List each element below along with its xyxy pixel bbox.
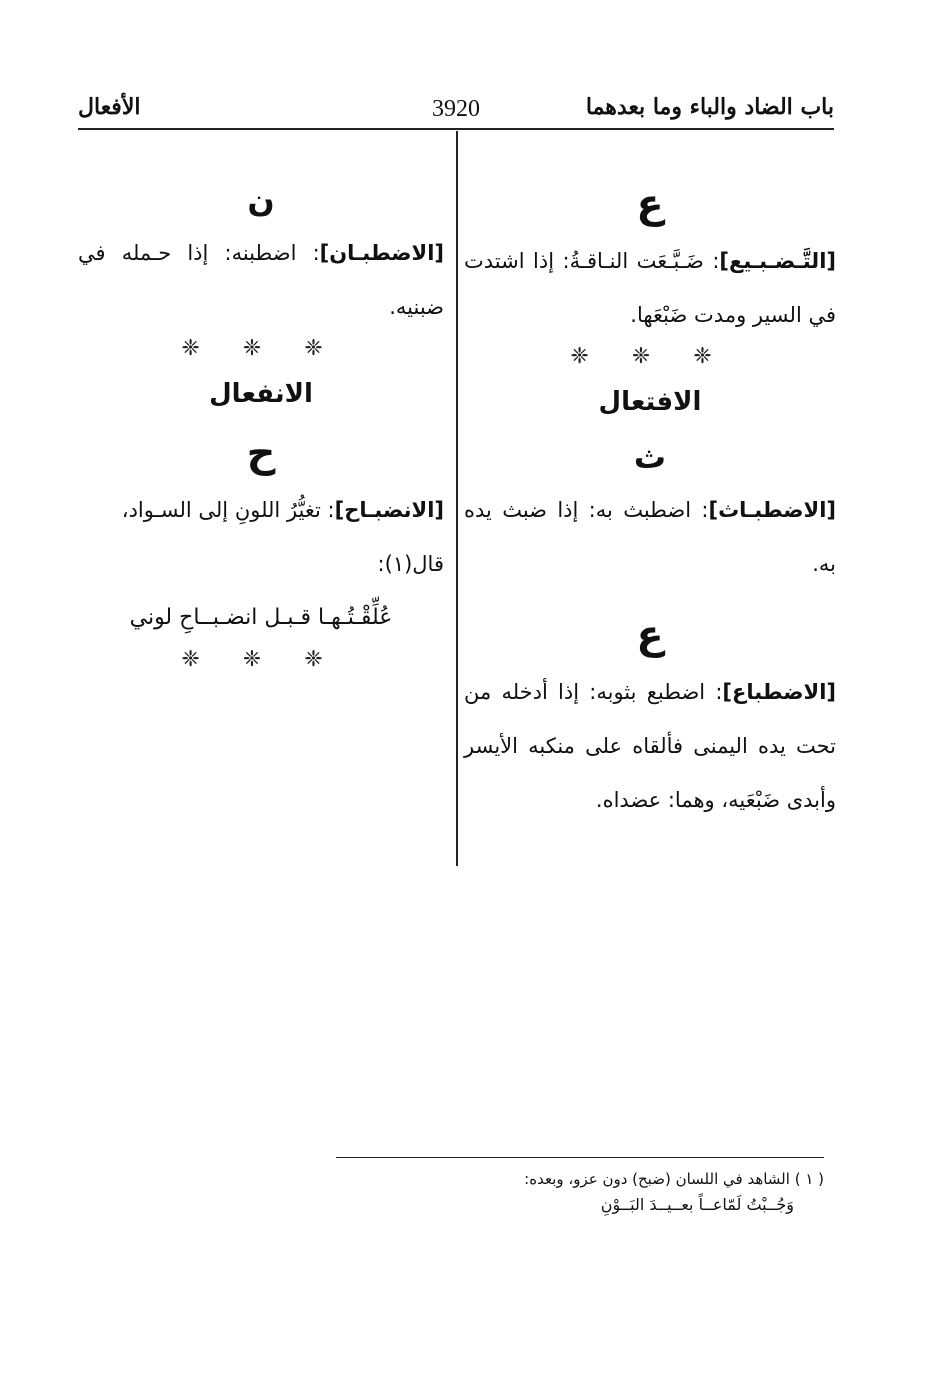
column-divider (456, 131, 458, 866)
root-letter: ن (247, 181, 275, 219)
entry-headword: [الانضبـاح] (334, 498, 444, 522)
entry-headword: [الاضطبـاث] (708, 498, 836, 522)
dictionary-entry (464, 665, 836, 827)
quote-intro: قال(١): (377, 552, 444, 576)
header-rule (78, 128, 834, 130)
root-letter: ث (633, 438, 667, 476)
entry-text: : اضطبث به: إذا ضبث يده به. (464, 498, 836, 576)
root-letter: ح (246, 430, 276, 476)
footnote-verse: وَجُــبْتُ لَمّاعــاً بعــيــدَ البَــوْنِ (600, 1195, 794, 1214)
section-separator: ❈ ❈ ❈ (181, 336, 341, 361)
root-letter: ع (636, 181, 664, 227)
chapter-title: باب الضاد والباء وما بعدهما (585, 94, 834, 120)
poetry-verse: عُلِّقْـتُـهـا قـبـل انضـبــاحِ لوني (129, 605, 393, 630)
right-column (464, 160, 836, 827)
section-heading: الانفعال (209, 379, 313, 409)
section-separator: ❈ ❈ ❈ (570, 344, 730, 369)
footnote (270, 1166, 824, 1218)
page-number: 3920 (432, 96, 480, 122)
entry-text: : تغيُّرُ اللونِ إلى السـواد، (121, 498, 335, 522)
entry-headword: [الاضطباع] (722, 680, 836, 704)
section-heading: الافتعال (598, 387, 702, 417)
entry-headword: [الاضطبـان] (319, 241, 444, 265)
entry-text: : اضطبنه: إذا حـمله في ضبنيه. (78, 241, 444, 319)
footnote-text: ( ١ ) الشاهد في اللسان (ضبح) دون عزو، وبعده: (524, 1170, 824, 1188)
dictionary-entry (464, 234, 836, 342)
footnote-rule (336, 1157, 824, 1158)
section-separator: ❈ ❈ ❈ (181, 647, 341, 672)
left-column (78, 160, 444, 678)
entry-text: : اضطبع بثوبه: إذا أدخله من تحت يده اليمنى فألقاه على منكبه الأيسر وأبدى ضَبْعَيه، وهما: عضداه. (464, 680, 836, 812)
entry-text: : ضَـبَّـعَت النـاقـةُ: إذا اشتدت في السير ومدت ضَبْعَها. (464, 249, 836, 327)
section-title: الأفعال (78, 94, 141, 120)
dictionary-entry (78, 226, 444, 334)
root-letter: ع (636, 612, 664, 658)
running-header (78, 86, 834, 126)
entry-headword: [التَّـضـبـيع] (719, 249, 836, 273)
dictionary-entry (464, 483, 836, 591)
dictionary-entry (78, 483, 444, 537)
